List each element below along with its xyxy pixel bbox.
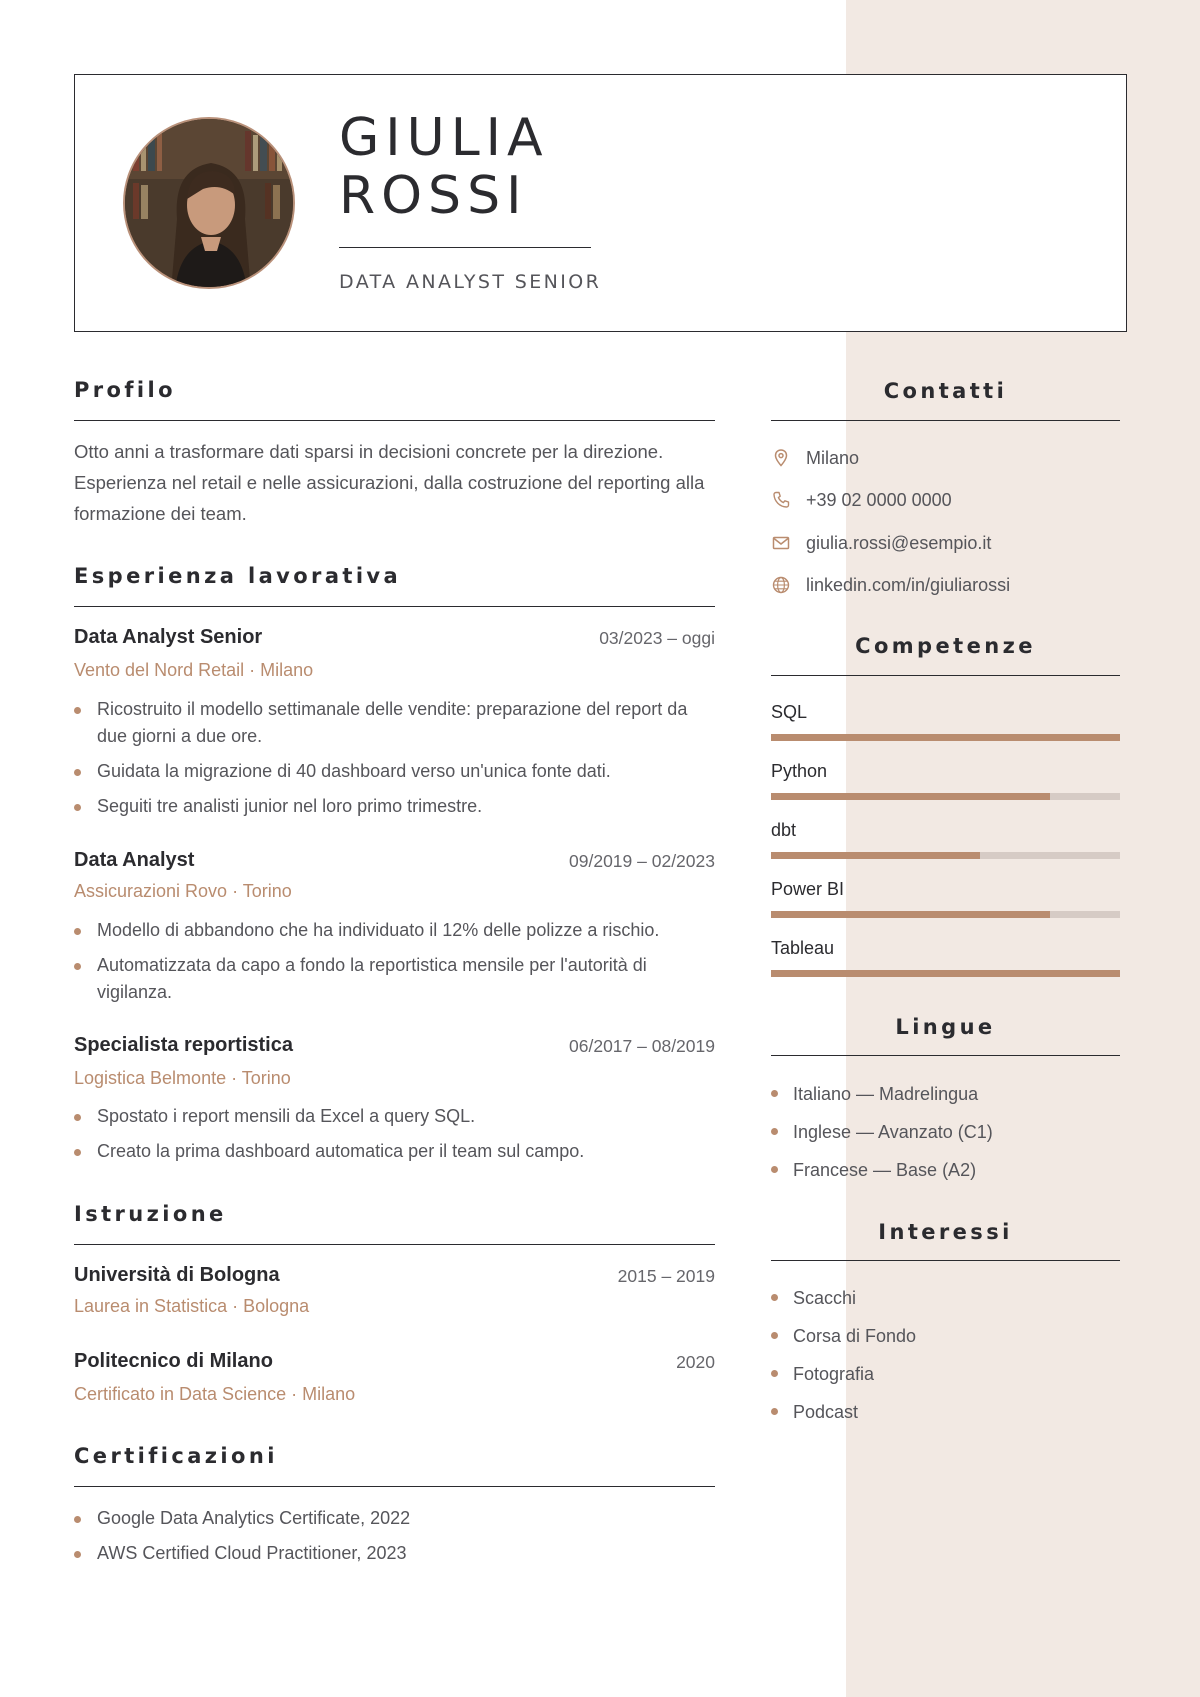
contact-text: +39 02 0000 0000 xyxy=(806,490,952,510)
skill-name: SQL xyxy=(771,702,808,722)
section-title-profile: Profilo xyxy=(74,378,176,402)
job-dates: 06/2017 – 08/2019 xyxy=(569,1036,715,1056)
skill-bar-fill xyxy=(771,911,1050,918)
skill-name: Power BI xyxy=(771,879,845,899)
school-dates: 2020 xyxy=(676,1352,715,1372)
list-item: Google Data Analytics Certificate, 2022 xyxy=(74,1505,715,1532)
section-title-experience: Esperienza lavorativa xyxy=(74,564,402,588)
job-title: Specialista reportistica xyxy=(74,1034,293,1056)
list-item: Scacchi xyxy=(771,1285,1120,1311)
job-bullets xyxy=(74,696,715,828)
list-item: Spostato i report mensili da Excel a query SQL. xyxy=(74,1103,715,1130)
section-title-interests: Interessi xyxy=(878,1220,1013,1244)
section-divider xyxy=(771,1055,1120,1056)
contact-text[interactable]: linkedin.com/in/giuliarossi xyxy=(806,575,1011,595)
job-bullets xyxy=(74,917,715,1014)
skill-bar xyxy=(771,793,1120,800)
section-divider xyxy=(74,1244,715,1245)
header-box xyxy=(74,74,1127,332)
contact-text: Milano xyxy=(806,448,860,468)
location-pin-icon xyxy=(771,448,791,468)
school-dates: 2015 – 2019 xyxy=(617,1266,715,1286)
avatar xyxy=(123,117,295,289)
section-divider xyxy=(74,606,715,607)
section-divider xyxy=(771,420,1120,421)
job-company: Logistica Belmonte · Torino xyxy=(74,1068,291,1088)
skill-bar-fill xyxy=(771,970,1120,977)
name-divider xyxy=(339,247,591,248)
interest-list xyxy=(771,1285,1120,1437)
school-detail: Laurea in Statistica · Bologna xyxy=(74,1296,310,1316)
list-item: Automatizzata da capo a fondo la reportistica mensile per l'autorità di vigilanza. xyxy=(74,952,715,1006)
section-divider xyxy=(771,1260,1120,1261)
profile-text: Otto anni a trasformare dati sparsi in decisioni concrete per la direzione. Esperienza nel retail e nelle assicurazioni, dalla costruzione del reporting alla formazione dei team. xyxy=(74,441,705,524)
job-bullets xyxy=(74,1103,715,1173)
section-title-education: Istruzione xyxy=(74,1202,227,1226)
school-name: Politecnico di Milano xyxy=(74,1350,273,1372)
certification-list xyxy=(74,1505,715,1575)
skill-name: dbt xyxy=(771,820,797,840)
section-divider xyxy=(74,420,715,421)
job-dates: 03/2023 – oggi xyxy=(599,628,715,648)
list-item: Guidata la migrazione di 40 dashboard verso un'unica fonte dati. xyxy=(74,758,715,785)
job-company: Vento del Nord Retail · Milano xyxy=(74,660,314,680)
last-name: ROSSI xyxy=(339,166,528,226)
language-list xyxy=(771,1081,1120,1195)
section-divider xyxy=(771,675,1120,676)
job-role: DATA ANALYST SENIOR xyxy=(339,271,602,293)
job-title: Data Analyst Senior xyxy=(74,626,263,648)
skill-bar xyxy=(771,734,1120,741)
section-title-languages: Lingue xyxy=(895,1015,996,1039)
skill-bar-fill xyxy=(771,734,1120,741)
skill-bar-fill xyxy=(771,793,1050,800)
list-item: Ricostruito il modello settimanale delle vendite: preparazione del report da due giorni a due ore. xyxy=(74,696,715,750)
list-item: Seguiti tre analisti junior nel loro primo trimestre. xyxy=(74,793,715,820)
job-title: Data Analyst xyxy=(74,849,195,871)
skill-bar-fill xyxy=(771,852,980,859)
school-name: Università di Bologna xyxy=(74,1264,280,1286)
list-item: Fotografia xyxy=(771,1361,1120,1387)
job-company: Assicurazioni Rovo · Torino xyxy=(74,881,292,901)
candidate-name xyxy=(339,109,549,225)
contact-text[interactable]: giulia.rossi@esempio.it xyxy=(806,533,992,553)
mail-icon xyxy=(771,533,791,553)
first-name: GIULIA xyxy=(339,108,549,168)
skill-name: Python xyxy=(771,761,828,781)
phone-icon xyxy=(771,490,791,510)
skill-bar xyxy=(771,911,1120,918)
avatar-photo xyxy=(125,119,295,289)
list-item: Inglese — Avanzato (C1) xyxy=(771,1119,1120,1145)
skill-bar xyxy=(771,852,1120,859)
skill-name: Tableau xyxy=(771,938,835,958)
list-item: Creato la prima dashboard automatica per il team sul campo. xyxy=(74,1138,715,1165)
job-dates: 09/2019 – 02/2023 xyxy=(569,851,715,871)
section-title-contacts: Contatti xyxy=(883,379,1008,403)
skill-bar xyxy=(771,970,1120,977)
list-item: Italiano — Madrelingua xyxy=(771,1081,1120,1107)
list-item: Podcast xyxy=(771,1399,1120,1425)
school-detail: Certificato in Data Science · Milano xyxy=(74,1384,356,1404)
list-item: AWS Certified Cloud Practitioner, 2023 xyxy=(74,1540,715,1567)
globe-icon xyxy=(771,575,791,595)
section-divider xyxy=(74,1486,715,1487)
list-item: Corsa di Fondo xyxy=(771,1323,1120,1349)
section-title-certifications: Certificazioni xyxy=(74,1444,278,1468)
section-title-skills: Competenze xyxy=(855,634,1036,658)
list-item: Francese — Base (A2) xyxy=(771,1157,1120,1183)
list-item: Modello di abbandono che ha individuato il 12% delle polizze a rischio. xyxy=(74,917,715,944)
